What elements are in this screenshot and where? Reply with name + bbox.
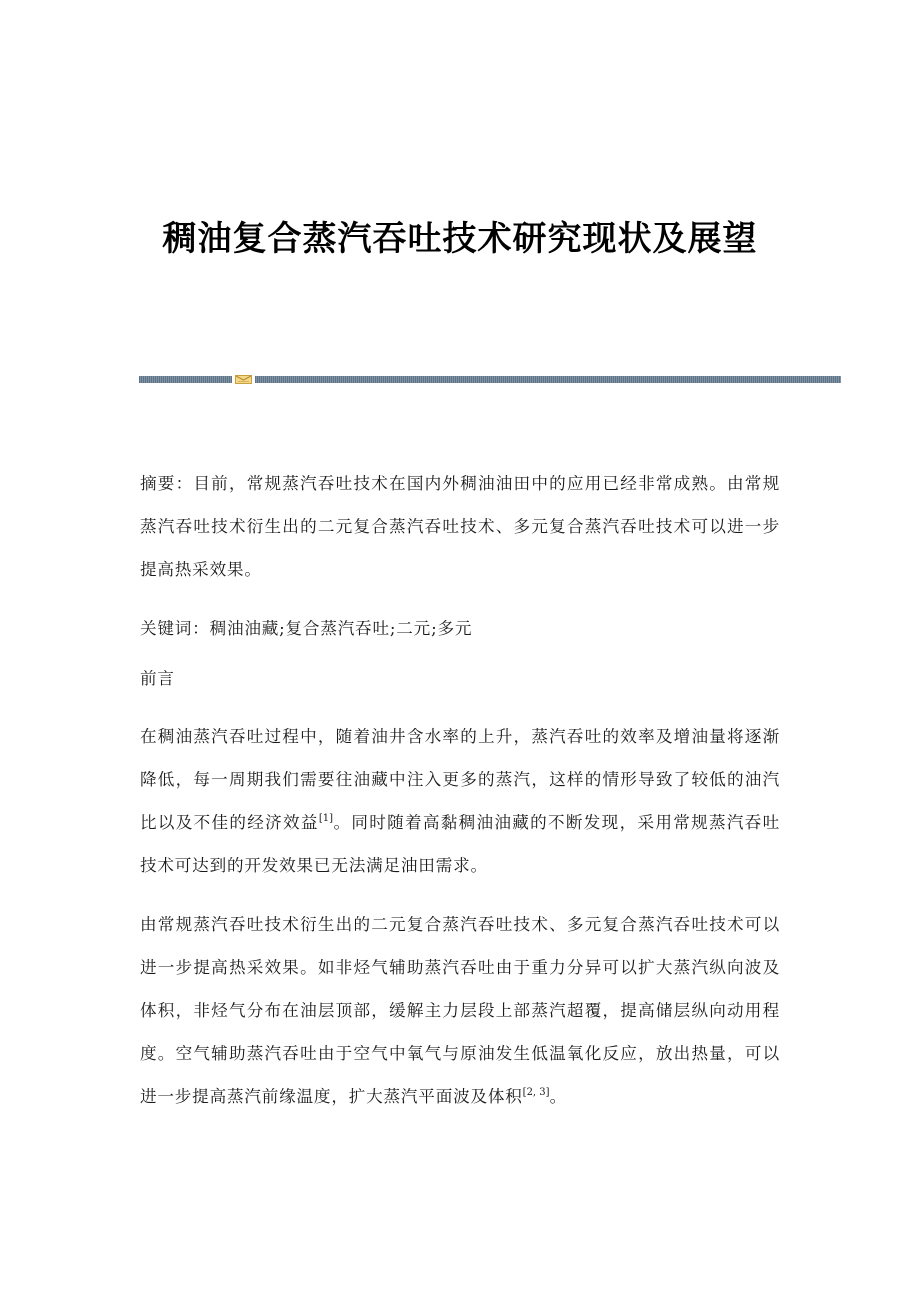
divider-bar-left: [139, 376, 232, 383]
divider-bar-right: [255, 376, 841, 383]
section-heading-preface: 前言: [140, 669, 175, 688]
citation-ref: [2, 3]: [522, 1087, 550, 1098]
paragraph-text: 由常规蒸汽吞吐技术衍生出的二元复合蒸汽吞吐技术、多元复合蒸汽吞吐技术可以进一步提高热采效果。如非烃气辅助蒸汽吞吐由于重力分异可以扩大蒸汽纵向波及体积，非烃气分布在油层顶部，缓解主力层段上部蒸汽超覆，提高储层纵向动用程度。空气辅助蒸汽吞吐由于空气中氧气与原油发生低温氧化反应，放出热量，可以进一步提高蒸汽前缘温度，扩大蒸汽平面波及体积: [140, 915, 780, 1106]
keywords-line: 关键词：稠油油藏;复合蒸汽吞吐;二元;多元: [140, 619, 473, 638]
ornament-icon: [235, 375, 252, 384]
paragraph-text: 。同时随着高黏稠油油藏的不断发现，采用常规蒸汽吞吐技术可达到的开发效果已无法满足油田需求。: [140, 813, 781, 875]
document-body: [140, 462, 780, 1134]
title-divider: [139, 375, 841, 384]
body-paragraph: [140, 903, 780, 1118]
citation-ref: [1]: [318, 813, 333, 824]
abstract-paragraph: 摘要：目前，常规蒸汽吞吐技术在国内外稠油油田中的应用已经非常成熟。由常规蒸汽吞吐技术衍生出的二元复合蒸汽吞吐技术、多元复合蒸汽吞吐技术可以进一步提高热采效果。: [140, 474, 780, 579]
paragraph-text: 在稠油蒸汽吞吐过程中，随着油井含水率的上升，蒸汽吞吐的效率及增油量将逐渐降低，每一周期我们需要往油藏中注入更多的蒸汽，这样的情形导致了较低的油汽比以及不佳的经济效益: [140, 727, 780, 832]
document-title: 稠油复合蒸汽吞吐技术研究现状及展望: [162, 219, 758, 259]
paragraph-text: 。: [549, 1087, 567, 1106]
body-paragraph: [140, 715, 780, 887]
